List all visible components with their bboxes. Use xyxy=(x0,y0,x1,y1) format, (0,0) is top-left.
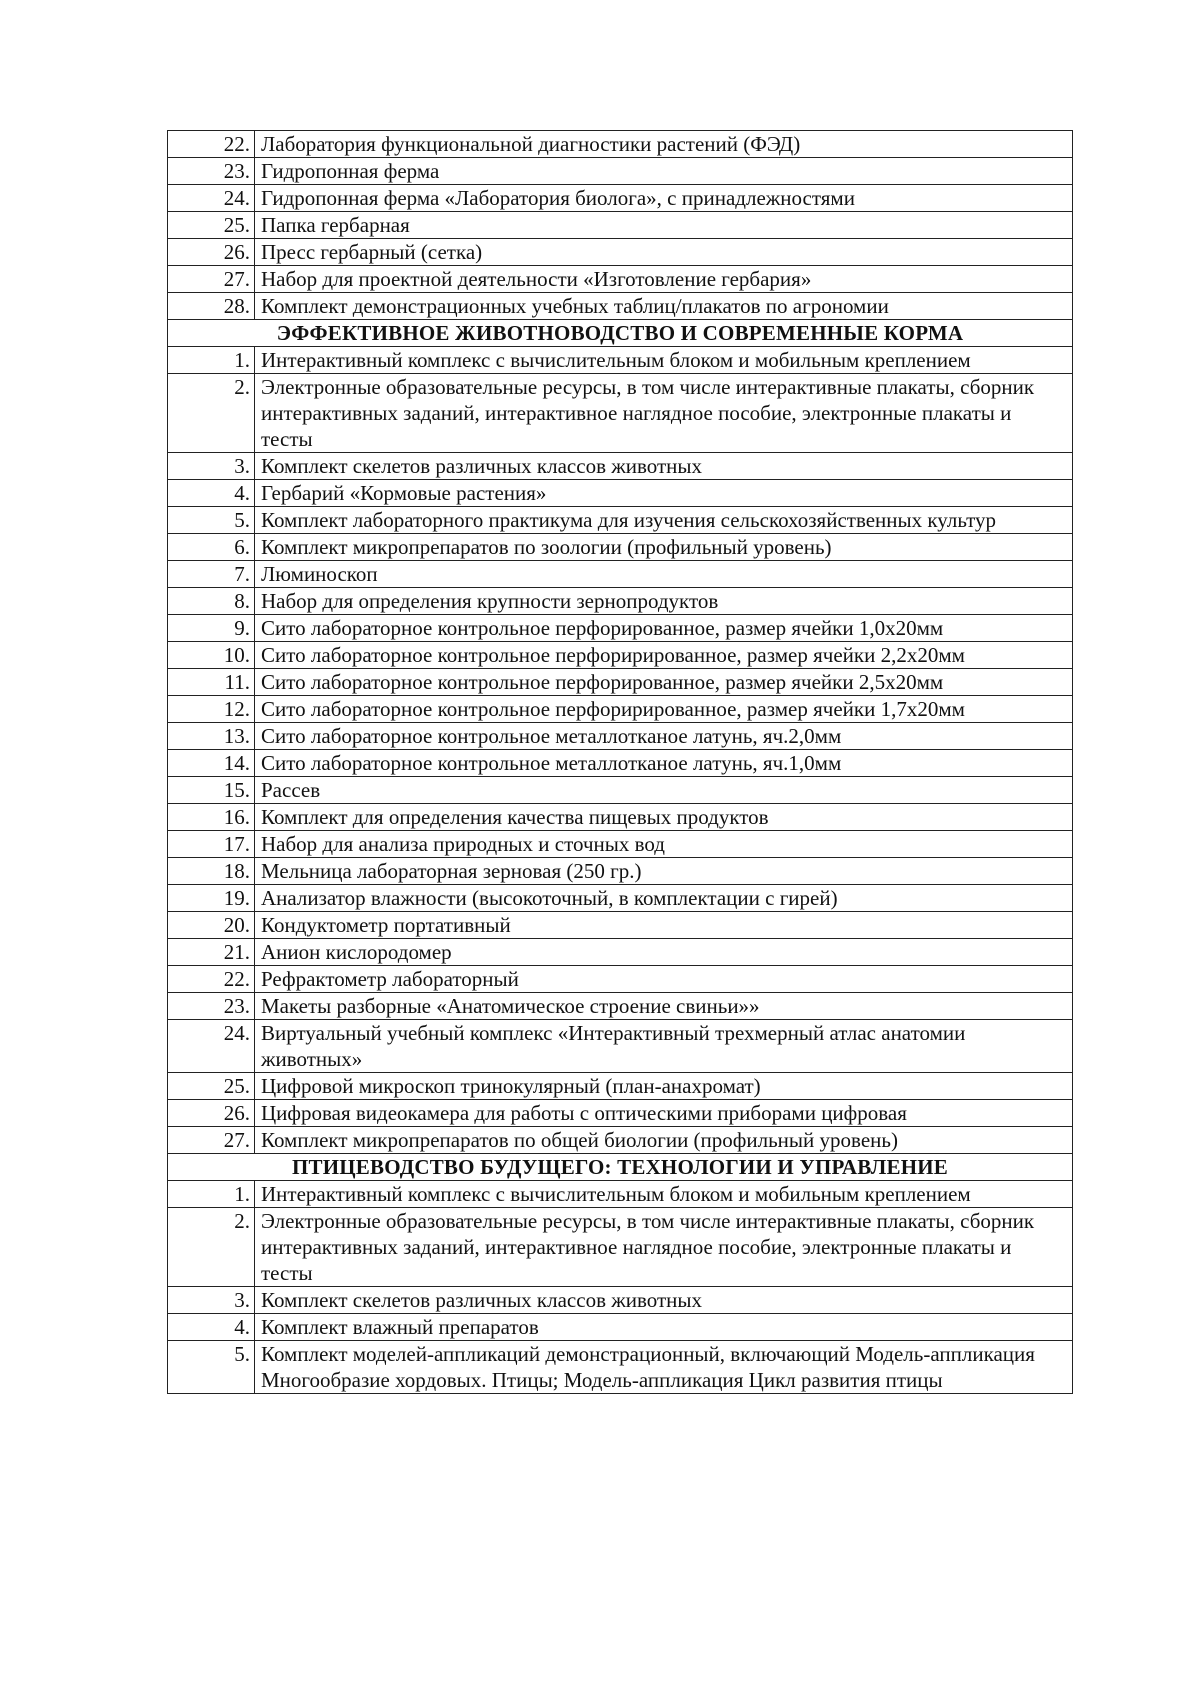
table-row xyxy=(168,1287,1073,1314)
item-name: Виртуальный учебный комплекс «Интерактивный трехмерный атлас анатомии животных» xyxy=(255,1020,1073,1073)
row-number: 26. xyxy=(168,239,255,266)
item-name: Интерактивный комплекс с вычислительным блоком и мобильным креплением xyxy=(255,347,1073,374)
table-row xyxy=(168,158,1073,185)
table-row xyxy=(168,777,1073,804)
item-name: Гербарий «Кормовые растения» xyxy=(255,480,1073,507)
table-row xyxy=(168,1208,1073,1287)
item-name: Комплект влажный препаратов xyxy=(255,1314,1073,1341)
item-name: Лаборатория функциональной диагностики растений (ФЭД) xyxy=(255,131,1073,158)
row-number: 17. xyxy=(168,831,255,858)
row-number: 8. xyxy=(168,588,255,615)
item-name: Кондуктометр портативный xyxy=(255,912,1073,939)
row-number: 10. xyxy=(168,642,255,669)
table-row xyxy=(168,374,1073,453)
row-number: 5. xyxy=(168,507,255,534)
equipment-table xyxy=(167,130,1073,1394)
section-heading: ЭФФЕКТИВНОЕ ЖИВОТНОВОДСТВО И СОВРЕМЕННЫЕ КОРМА xyxy=(168,320,1073,347)
row-number: 19. xyxy=(168,885,255,912)
row-number: 9. xyxy=(168,615,255,642)
table-row xyxy=(168,453,1073,480)
item-name: Комплект микропрепаратов по общей биологии (профильный уровень) xyxy=(255,1127,1073,1154)
row-number: 21. xyxy=(168,939,255,966)
table-row xyxy=(168,480,1073,507)
row-number: 1. xyxy=(168,1181,255,1208)
row-number: 16. xyxy=(168,804,255,831)
row-number: 5. xyxy=(168,1341,255,1394)
table-row xyxy=(168,131,1073,158)
table-row xyxy=(168,912,1073,939)
item-name: Гидропонная ферма xyxy=(255,158,1073,185)
row-number: 24. xyxy=(168,1020,255,1073)
item-name: Набор для анализа природных и сточных вод xyxy=(255,831,1073,858)
table-row xyxy=(168,588,1073,615)
item-name: Комплект микропрепаратов по зоологии (профильный уровень) xyxy=(255,534,1073,561)
table-row xyxy=(168,939,1073,966)
table-row xyxy=(168,185,1073,212)
table-row xyxy=(168,885,1073,912)
item-name: Цифровой микроскоп тринокулярный (план-анахромат) xyxy=(255,1073,1073,1100)
item-name: Анализатор влажности (высокоточный, в комплектации с гирей) xyxy=(255,885,1073,912)
row-number: 22. xyxy=(168,131,255,158)
item-name: Сито лабораторное контрольное металлотканое латунь, яч.2,0мм xyxy=(255,723,1073,750)
table-row xyxy=(168,1020,1073,1073)
table-row xyxy=(168,993,1073,1020)
item-name: Мельница лабораторная зерновая (250 гр.) xyxy=(255,858,1073,885)
row-number: 15. xyxy=(168,777,255,804)
table-row xyxy=(168,966,1073,993)
section-heading-row xyxy=(168,320,1073,347)
row-number: 14. xyxy=(168,750,255,777)
section-heading-row xyxy=(168,1154,1073,1181)
item-name: Анион кислородомер xyxy=(255,939,1073,966)
table-row xyxy=(168,804,1073,831)
item-name: Пресс гербарный (сетка) xyxy=(255,239,1073,266)
table-row xyxy=(168,1181,1073,1208)
item-name: Люминоскоп xyxy=(255,561,1073,588)
table-row xyxy=(168,1341,1073,1394)
row-number: 6. xyxy=(168,534,255,561)
section-heading: ПТИЦЕВОДСТВО БУДУЩЕГО: ТЕХНОЛОГИИ И УПРАВЛЕНИЕ xyxy=(168,1154,1073,1181)
row-number: 3. xyxy=(168,1287,255,1314)
row-number: 26. xyxy=(168,1100,255,1127)
item-name: Макеты разборные «Анатомическое строение свиньи»» xyxy=(255,993,1073,1020)
item-name: Комплект моделей-аппликаций демонстрационный, включающий Модель-аппликация Многообразие хордовых. Птицы; Модель-аппликация Цикл развития птицы xyxy=(255,1341,1073,1394)
row-number: 2. xyxy=(168,374,255,453)
row-number: 4. xyxy=(168,1314,255,1341)
table-row xyxy=(168,615,1073,642)
row-number: 12. xyxy=(168,696,255,723)
item-name: Набор для определения крупности зернопродуктов xyxy=(255,588,1073,615)
item-name: Папка гербарная xyxy=(255,212,1073,239)
table-row xyxy=(168,561,1073,588)
item-name: Гидропонная ферма «Лаборатория биолога», с принадлежностями xyxy=(255,185,1073,212)
table-row xyxy=(168,696,1073,723)
row-number: 23. xyxy=(168,158,255,185)
item-name: Электронные образовательные ресурсы, в том числе интерактивные плакаты, сборник интерактивных заданий, интерактивное наглядное пособие, электронные плакаты и тесты xyxy=(255,374,1073,453)
table-row xyxy=(168,534,1073,561)
item-name: Рассев xyxy=(255,777,1073,804)
row-number: 2. xyxy=(168,1208,255,1287)
row-number: 7. xyxy=(168,561,255,588)
table-row xyxy=(168,1127,1073,1154)
table-row xyxy=(168,1314,1073,1341)
table-row xyxy=(168,831,1073,858)
item-name: Рефрактометр лабораторный xyxy=(255,966,1073,993)
table-row xyxy=(168,669,1073,696)
table-row xyxy=(168,347,1073,374)
table-row xyxy=(168,1100,1073,1127)
item-name: Комплект лабораторного практикума для изучения сельскохозяйственных культур xyxy=(255,507,1073,534)
table-row xyxy=(168,266,1073,293)
row-number: 27. xyxy=(168,266,255,293)
row-number: 24. xyxy=(168,185,255,212)
row-number: 18. xyxy=(168,858,255,885)
item-name: Сито лабораторное контрольное перфорирированное, размер ячейки 1,7х20мм xyxy=(255,696,1073,723)
table-row xyxy=(168,723,1073,750)
item-name: Электронные образовательные ресурсы, в том числе интерактивные плакаты, сборник интерактивных заданий, интерактивное наглядное пособие, электронные плакаты и тесты xyxy=(255,1208,1073,1287)
row-number: 11. xyxy=(168,669,255,696)
item-name: Цифровая видеокамера для работы с оптическими приборами цифровая xyxy=(255,1100,1073,1127)
row-number: 28. xyxy=(168,293,255,320)
item-name: Комплект скелетов различных классов животных xyxy=(255,1287,1073,1314)
row-number: 1. xyxy=(168,347,255,374)
item-name: Интерактивный комплекс с вычислительным блоком и мобильным креплением xyxy=(255,1181,1073,1208)
item-name: Сито лабораторное контрольное металлотканое латунь, яч.1,0мм xyxy=(255,750,1073,777)
table-row xyxy=(168,293,1073,320)
item-name: Комплект скелетов различных классов животных xyxy=(255,453,1073,480)
table-row xyxy=(168,1073,1073,1100)
row-number: 20. xyxy=(168,912,255,939)
item-name: Комплект демонстрационных учебных таблиц/плакатов по агрономии xyxy=(255,293,1073,320)
item-name: Комплект для определения качества пищевых продуктов xyxy=(255,804,1073,831)
row-number: 25. xyxy=(168,1073,255,1100)
table-row xyxy=(168,858,1073,885)
row-number: 23. xyxy=(168,993,255,1020)
row-number: 4. xyxy=(168,480,255,507)
item-name: Сито лабораторное контрольное перфорирированное, размер ячейки 2,2х20мм xyxy=(255,642,1073,669)
table-row xyxy=(168,212,1073,239)
table-row xyxy=(168,642,1073,669)
table-row xyxy=(168,507,1073,534)
item-name: Сито лабораторное контрольное перфорированное, размер ячейки 2,5х20мм xyxy=(255,669,1073,696)
equipment-table-body xyxy=(168,131,1073,1394)
row-number: 22. xyxy=(168,966,255,993)
item-name: Набор для проектной деятельности «Изготовление гербария» xyxy=(255,266,1073,293)
row-number: 27. xyxy=(168,1127,255,1154)
row-number: 3. xyxy=(168,453,255,480)
item-name: Сито лабораторное контрольное перфорированное, размер ячейки 1,0х20мм xyxy=(255,615,1073,642)
table-row xyxy=(168,750,1073,777)
row-number: 25. xyxy=(168,212,255,239)
row-number: 13. xyxy=(168,723,255,750)
table-row xyxy=(168,239,1073,266)
